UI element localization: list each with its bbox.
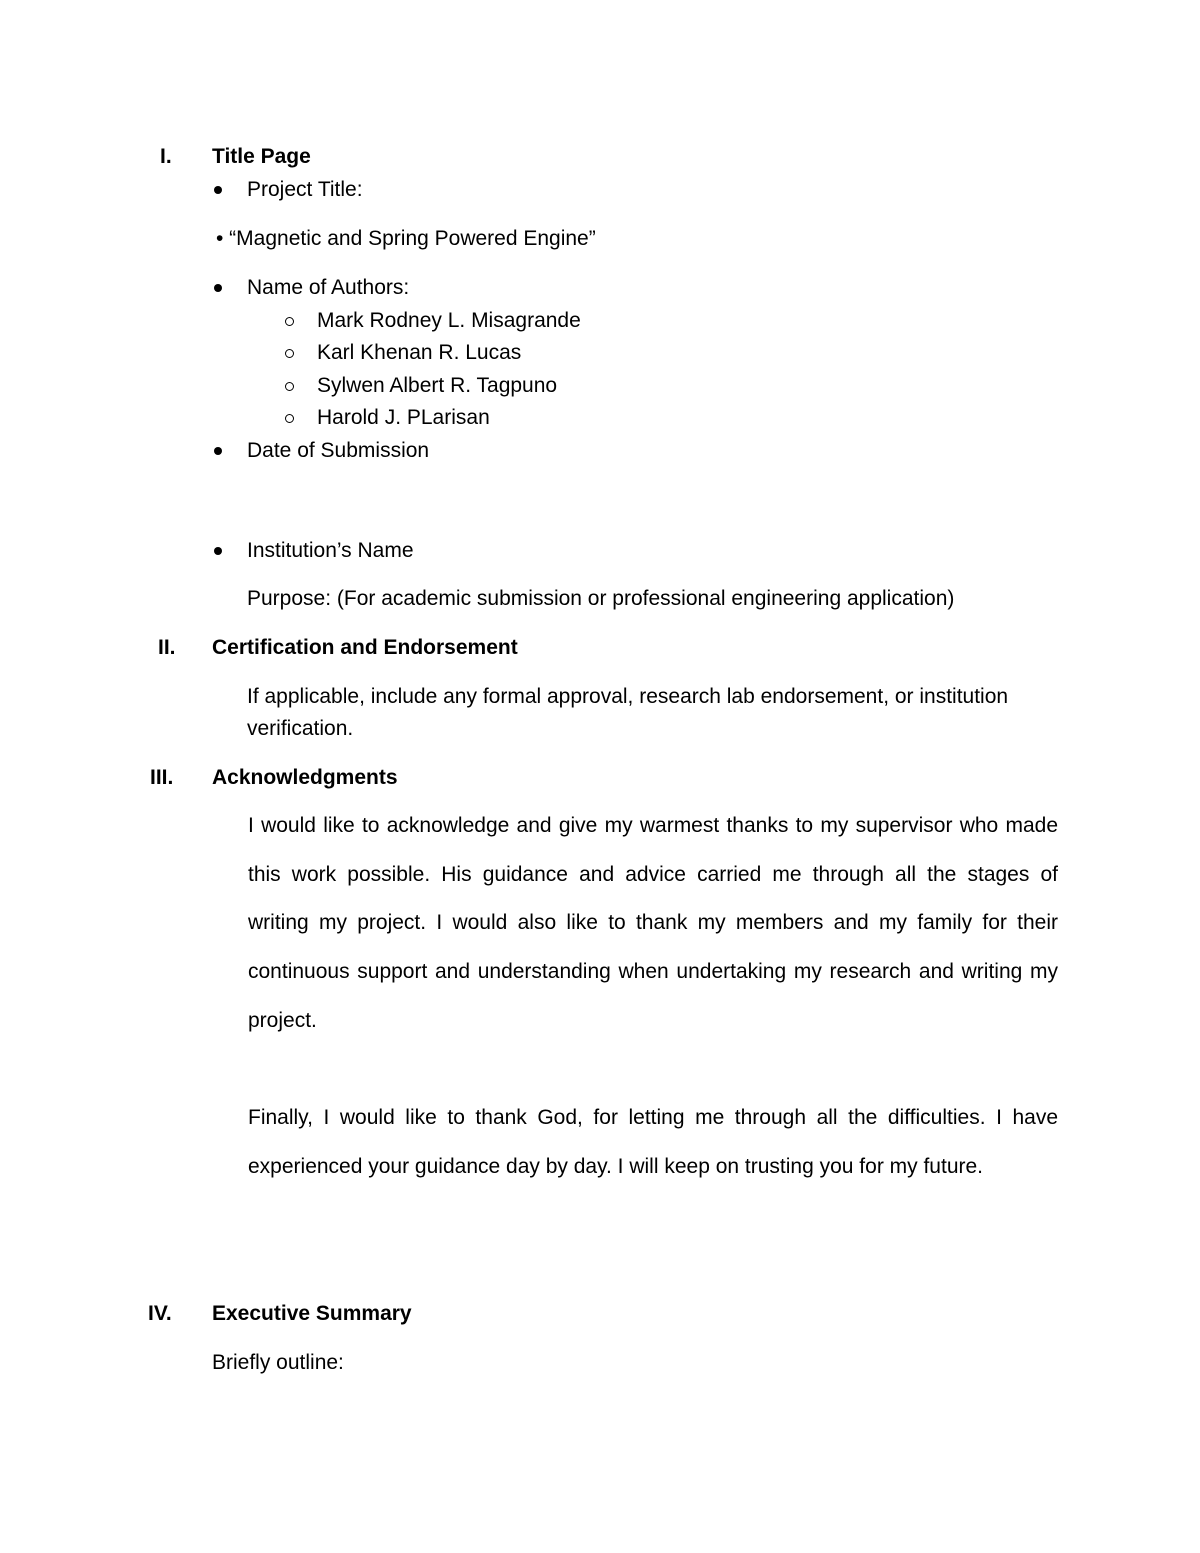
bullet-icon: [214, 447, 222, 455]
section-numeral: III.: [150, 766, 174, 789]
acknowledgment-line: writing my project. I would also like to thank my members and my family for their: [248, 911, 1058, 934]
certification-text-line: verification.: [247, 717, 354, 740]
acknowledgment-line: this work possible. His guidance and advice carried me through all the stages of: [248, 863, 1058, 886]
sub-bullet-icon: [285, 414, 294, 423]
section-heading-title-page: Title Page: [212, 145, 311, 168]
institution-label: Institution’s Name: [247, 539, 414, 562]
section-heading-certification: Certification and Endorsement: [212, 636, 518, 659]
bullet-icon: [214, 284, 222, 292]
author-item: Mark Rodney L. Misagrande: [317, 309, 581, 332]
section-heading-acknowledgments: Acknowledgments: [212, 766, 398, 789]
author-item: Harold J. PLarisan: [317, 406, 490, 429]
section-numeral: II.: [158, 636, 176, 659]
bullet-icon: [214, 186, 222, 194]
project-title-label: Project Title:: [247, 178, 363, 201]
date-label: Date of Submission: [247, 439, 430, 462]
sub-bullet-icon: [285, 382, 294, 391]
author-item: Karl Khenan R. Lucas: [317, 341, 522, 364]
purpose-text: Purpose: (For academic submission or professional engineering application): [247, 587, 955, 610]
section-numeral: IV.: [148, 1302, 172, 1325]
section-heading-executive-summary: Executive Summary: [212, 1302, 412, 1325]
section-numeral: I.: [160, 145, 172, 168]
authors-label: Name of Authors:: [247, 276, 410, 299]
acknowledgment-line: Finally, I would like to thank God, for letting me through all the difficulties. I have: [248, 1106, 1058, 1129]
acknowledgment-line: I would like to acknowledge and give my warmest thanks to my supervisor who made: [248, 814, 1058, 837]
project-title-value: • “Magnetic and Spring Powered Engine”: [216, 227, 596, 250]
acknowledgment-line: project.: [248, 1009, 317, 1032]
acknowledgment-line: experienced your guidance day by day. I will keep on trusting you for my future.: [248, 1155, 984, 1178]
acknowledgment-line: continuous support and understanding when undertaking my research and writing my: [248, 960, 1058, 983]
bullet-icon: [214, 547, 222, 555]
author-item: Sylwen Albert R. Tagpuno: [317, 374, 558, 397]
sub-bullet-icon: [285, 349, 294, 358]
certification-text-line: If applicable, include any formal approval, research lab endorsement, or institution: [247, 685, 1009, 708]
executive-summary-intro: Briefly outline:: [212, 1351, 344, 1374]
sub-bullet-icon: [285, 317, 294, 326]
